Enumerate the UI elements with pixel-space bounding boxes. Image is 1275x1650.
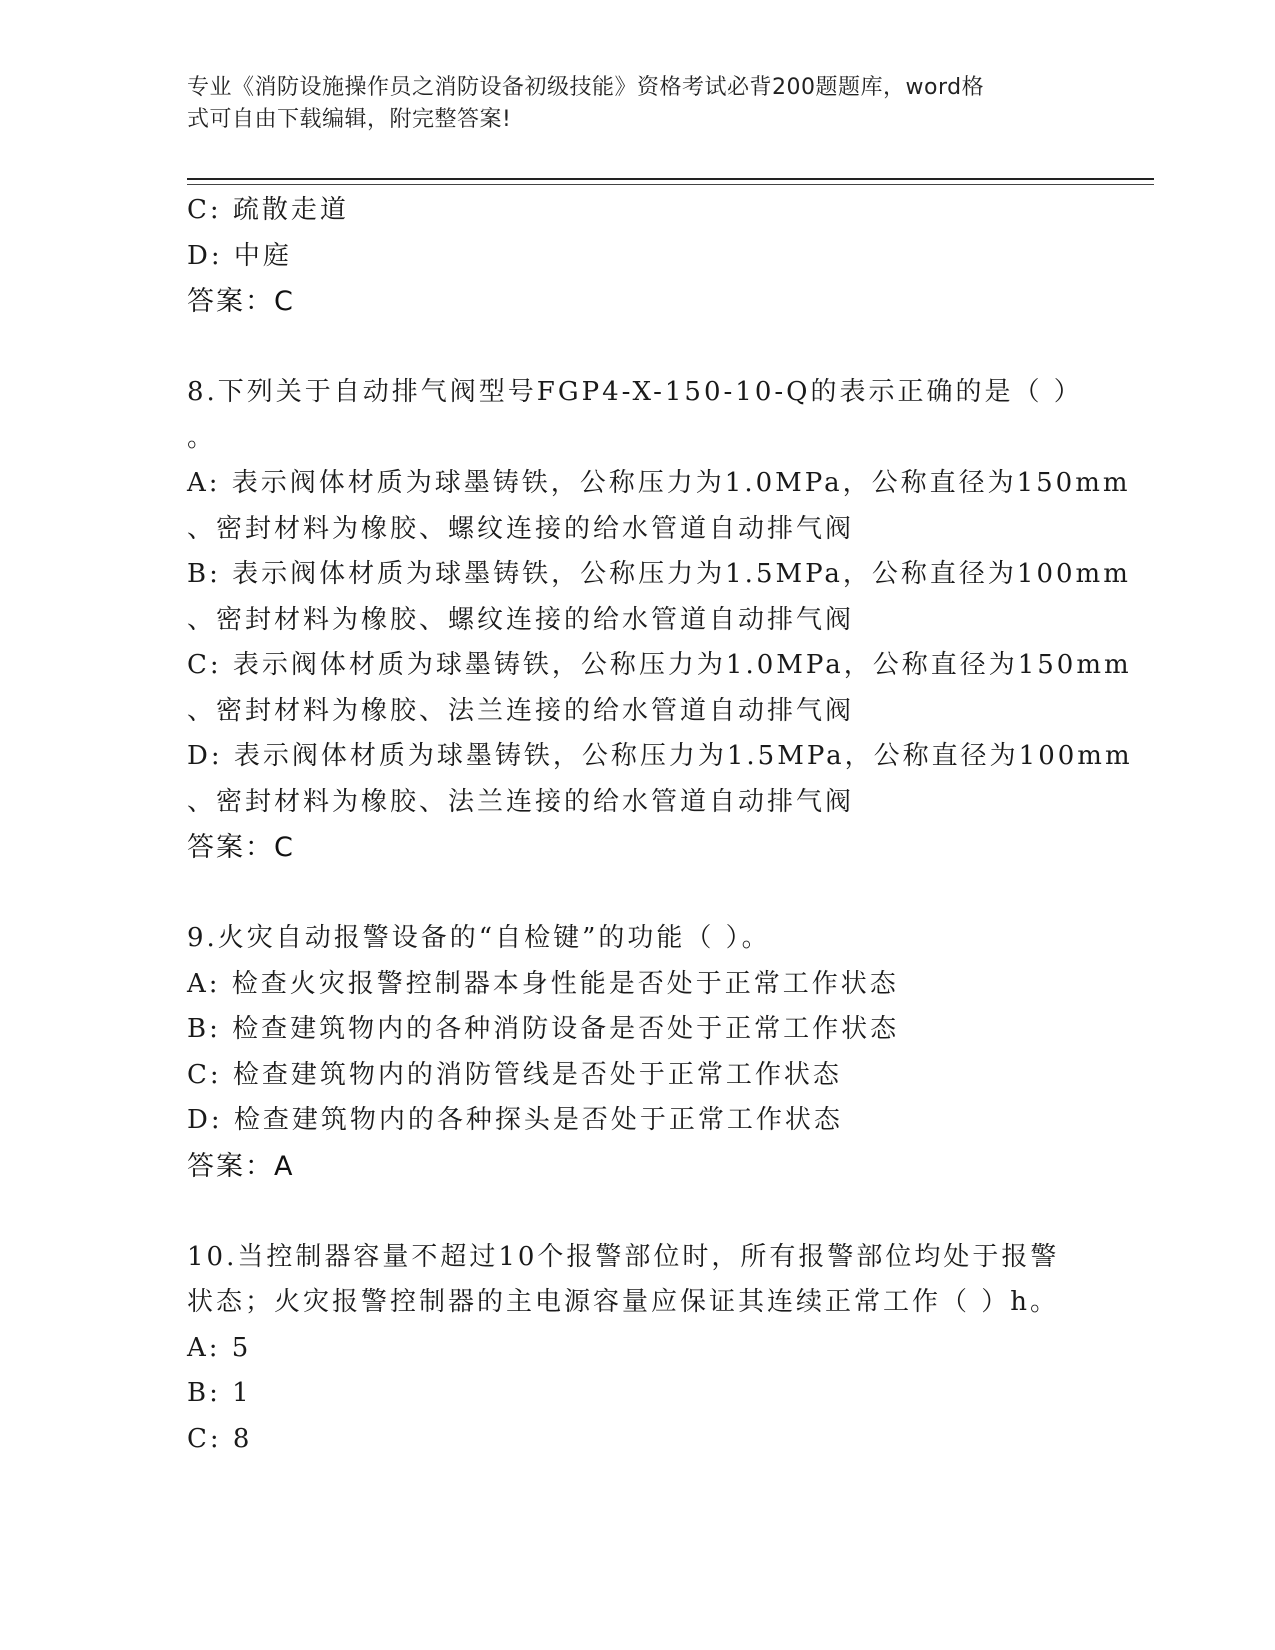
- q8-option-c-line-1: C: 表示阀体材质为球墨铸铁，公称压力为1.0MPa，公称直径为150mm: [187, 650, 1132, 680]
- document-header: [187, 72, 1087, 136]
- q10-option-a: A: 5: [187, 1332, 252, 1363]
- header-line-2: 式可自由下载编辑，附完整答案!: [187, 107, 512, 132]
- q8-stem-line-1: 8.下列关于自动排气阀型号FGP4-X-150-10-Q的表示正确的是（ ）: [187, 377, 1083, 407]
- q8-option-d-line-2: 、密封材料为橡胶、法兰连接的给水管道自动排气阀: [187, 786, 855, 817]
- q10-option-c: C: 8: [187, 1423, 253, 1454]
- question-8: [187, 370, 1133, 871]
- question-9: [187, 916, 1087, 1189]
- q8-option-b-line-2: 、密封材料为橡胶、螺纹连接的给水管道自动排气阀: [187, 604, 855, 635]
- q8-answer: 答案：C: [187, 832, 295, 863]
- question-7-tail: [187, 188, 1087, 325]
- q8-option-a-line-1: A: 表示阀体材质为球墨铸铁，公称压力为1.0MPa，公称直径为150mm: [187, 468, 1131, 498]
- q9-option-b: B: 检查建筑物内的各种消防设备是否处于正常工作状态: [187, 1014, 900, 1044]
- q7-option-c: C: 疏散走道: [187, 195, 349, 225]
- q10-stem-line-1: 10.当控制器容量不超过10个报警部位时，所有报警部位均处于报警: [187, 1241, 1060, 1272]
- q9-option-c: C: 检查建筑物内的消防管线是否处于正常工作状态: [187, 1059, 842, 1090]
- header-divider-thin: [187, 184, 1154, 185]
- q8-stem-line-2: 。: [187, 422, 217, 453]
- q8-option-d-line-1: D: 表示阀体材质为球墨铸铁，公称压力为1.5MPa，公称直径为100mm: [187, 741, 1133, 771]
- q8-option-c-line-2: 、密封材料为橡胶、法兰连接的给水管道自动排气阀: [187, 695, 855, 726]
- q9-option-d: D: 检查建筑物内的各种探头是否处于正常工作状态: [187, 1105, 843, 1135]
- header-divider-thick: [187, 178, 1154, 180]
- q7-option-d: D: 中庭: [187, 240, 292, 271]
- q8-option-b-line-1: B: 表示阀体材质为球墨铸铁，公称压力为1.5MPa，公称直径为100mm: [187, 559, 1131, 589]
- q9-option-a: A: 检查火灾报警控制器本身性能是否处于正常工作状态: [187, 968, 899, 999]
- header-line-1: 专业《消防设施操作员之消防设备初级技能》资格考试必背200题题库，word格: [187, 75, 985, 100]
- q10-option-b: B: 1: [187, 1378, 252, 1408]
- q10-stem-line-2: 状态；火灾报警控制器的主电源容量应保证其连续正常工作（ ）h。: [187, 1287, 1060, 1317]
- q7-answer: 答案：C: [187, 286, 295, 317]
- q9-stem: 9.火灾自动报警设备的“自检键”的功能（ ）。: [187, 923, 771, 953]
- q9-answer: 答案：A: [187, 1150, 295, 1182]
- question-content: [187, 188, 1133, 1462]
- question-10: [187, 1235, 1087, 1463]
- q8-option-a-line-2: 、密封材料为橡胶、螺纹连接的给水管道自动排气阀: [187, 513, 855, 544]
